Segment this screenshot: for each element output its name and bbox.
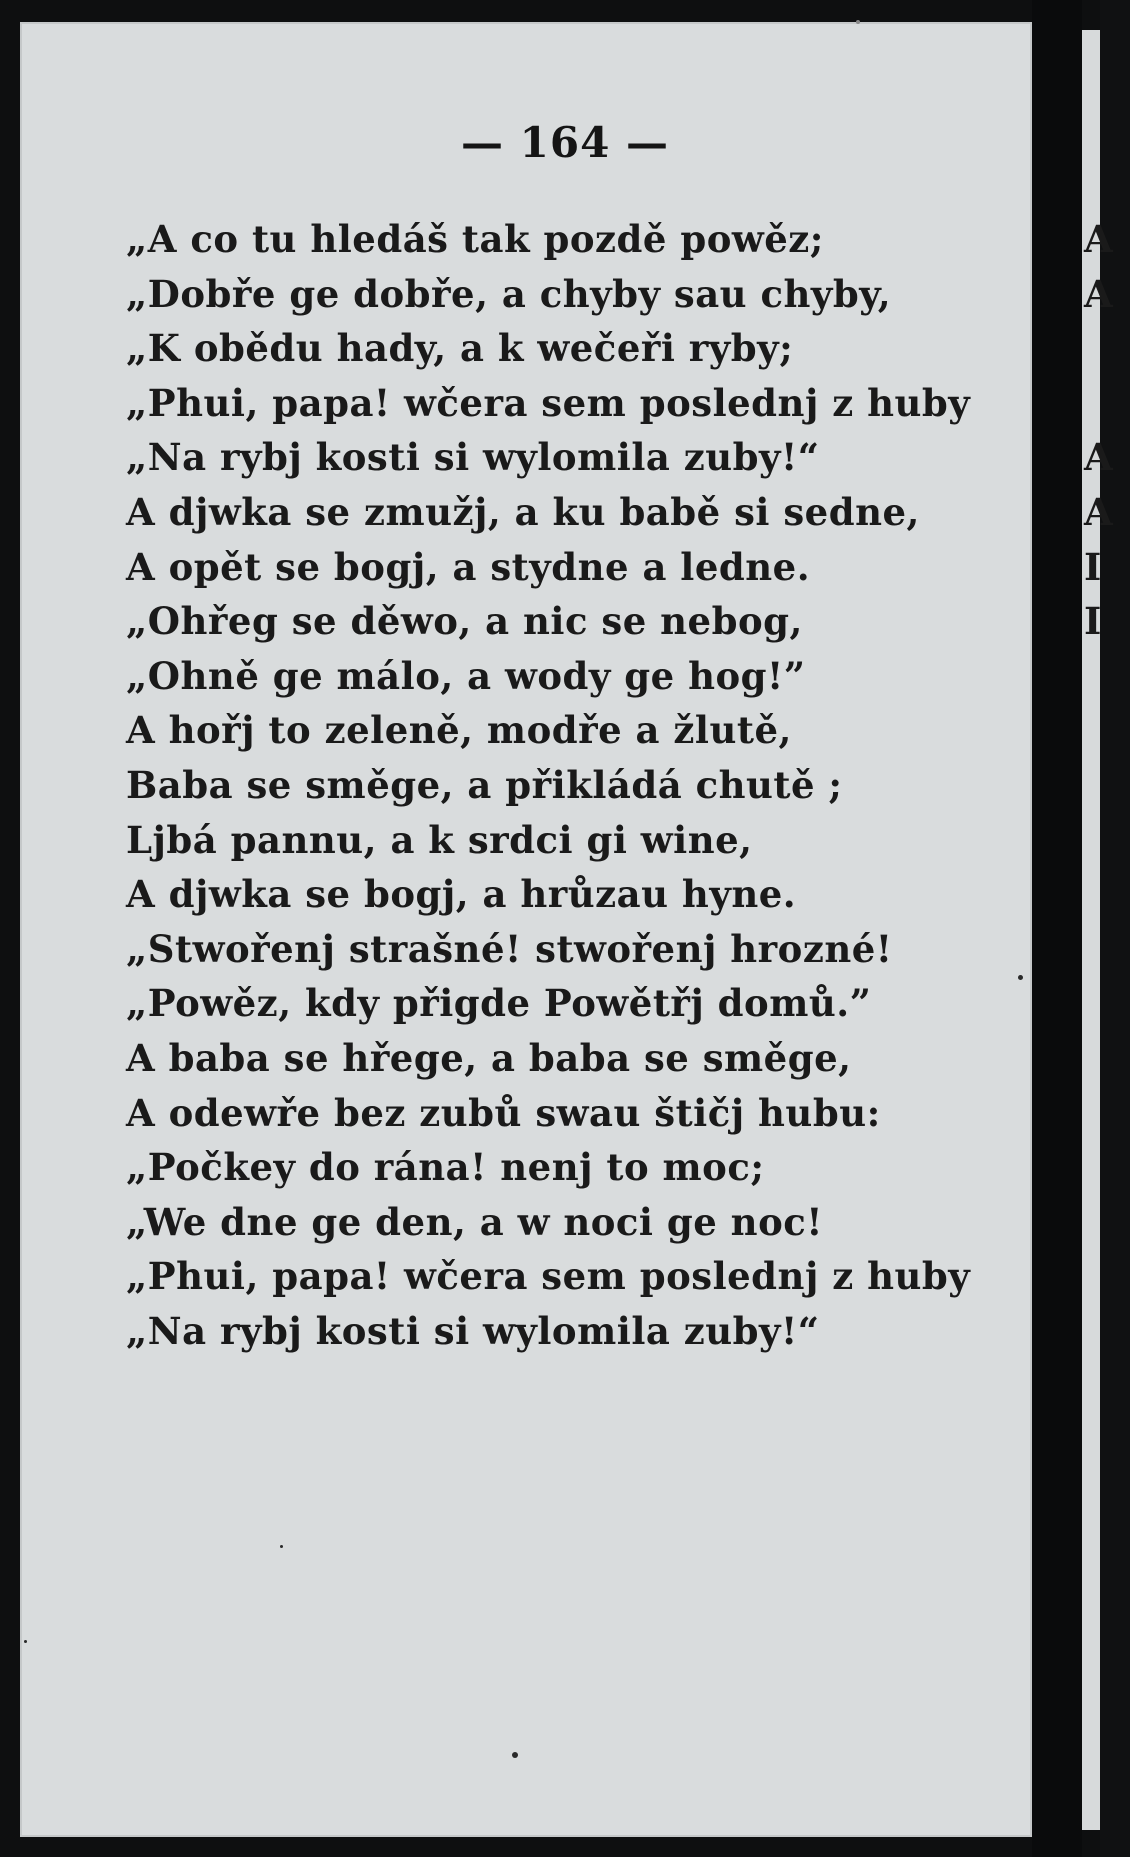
page-gutter: [1032, 0, 1082, 1857]
verse-line: „Powěz, kdy přigde Powětřj domů.”: [126, 981, 872, 1026]
poem-text: [126, 212, 1006, 1358]
facing-page-letters: [1084, 212, 1113, 649]
verse-line: „Na rybj kosti si wylomila zuby!“: [126, 1308, 820, 1353]
verse-line: „Phui, papa! wčera sem poslednj z huby: [126, 1254, 971, 1299]
verse-line: „We dne ge den, a w noci ge noc!: [126, 1199, 824, 1244]
facing-page-letter: [1084, 376, 1100, 431]
ink-speck: [856, 20, 860, 24]
facing-page-letter: [1084, 321, 1100, 376]
ink-speck: [24, 1640, 27, 1643]
verse-line: Baba se směge, a přikládá chutě ;: [126, 762, 843, 807]
facing-page-letter: A: [1084, 489, 1113, 534]
verse-line: A djwka se zmužj, a ku babě si sedne,: [126, 489, 920, 534]
facing-page-letter: I: [1084, 599, 1102, 644]
ink-speck: [280, 1545, 283, 1548]
verse-line: „A co tu hledáš tak pozdě powěz;: [126, 217, 824, 261]
verse-line: „Počkey do rána! nenj to moc;: [126, 1145, 765, 1190]
verse-line: „Stwořenj strašné! stwořenj hrozné!: [126, 926, 893, 971]
ink-speck: [1018, 975, 1023, 980]
verse-line: „Phui, papa! wčera sem poslednj z huby: [126, 380, 971, 425]
ink-speck: [512, 1752, 518, 1758]
facing-page-letter: A: [1084, 435, 1113, 480]
verse-line: „Dobře ge dobře, a chyby sau chyby,: [126, 271, 892, 316]
verse-line: A djwka se bogj, a hrůzau hyne.: [126, 872, 797, 917]
verse-line: A odewře bez zubů swau štičj hubu:: [126, 1090, 881, 1135]
verse-line: A opět se bogj, a stydne a ledne.: [126, 544, 811, 589]
facing-page-letter: I: [1084, 544, 1102, 589]
verse-line: A baba se hřege, a baba se směge,: [126, 1035, 852, 1080]
verse-line: A hořj to zeleně, modře a žlutě,: [126, 708, 792, 753]
verse-line: „K obědu hady, a k wečeři ryby;: [126, 326, 794, 371]
verse-line: Ljbá pannu, a k srdci gi wine,: [126, 817, 753, 862]
page-number: — 164 —: [461, 118, 669, 167]
verse-line: „Ohně ge málo, a wody ge hog!”: [126, 653, 806, 698]
facing-page-letter: A: [1084, 271, 1113, 316]
verse-line: „Na rybj kosti si wylomila zuby!“: [126, 435, 820, 480]
verse-line: „Ohřeg se děwo, a nic se nebog,: [126, 599, 803, 644]
facing-page-letter: A: [1084, 217, 1113, 261]
